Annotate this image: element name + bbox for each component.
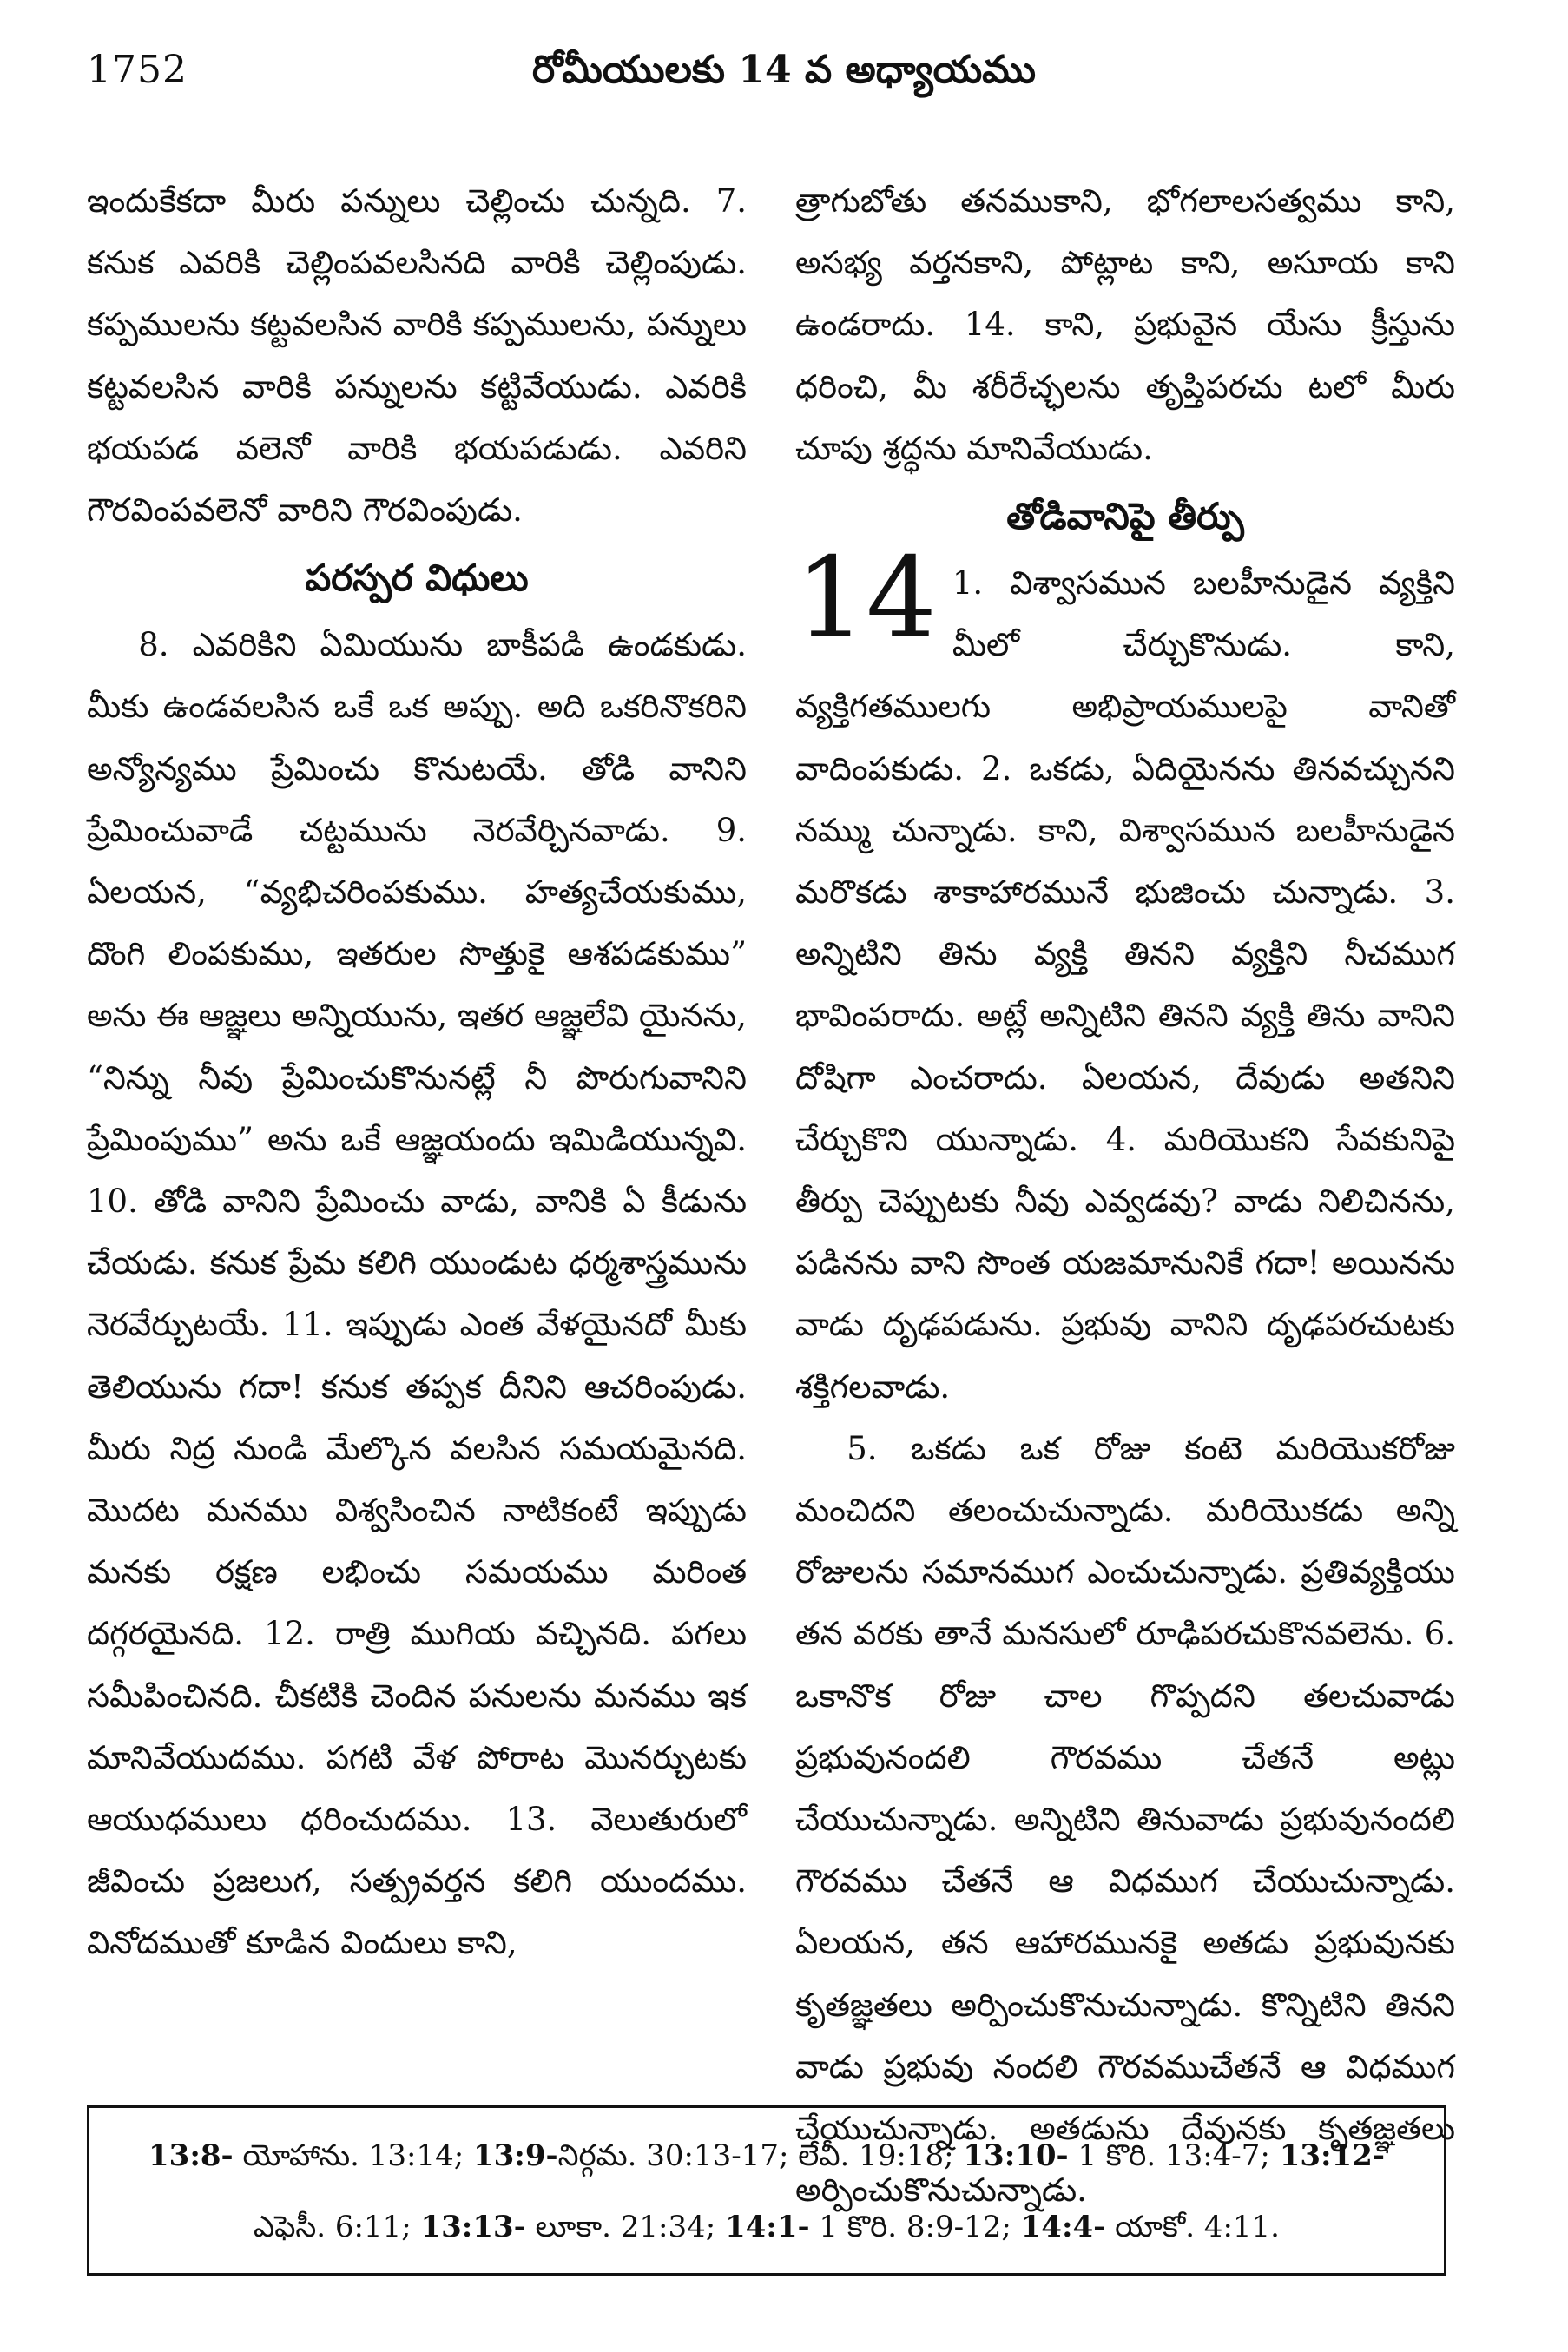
footnote-text: ఎఫెసీ. 6:11; xyxy=(254,2210,421,2244)
footnote-ref: 14:1- xyxy=(724,2210,810,2244)
page-number: 1752 xyxy=(87,48,188,92)
paragraph: త్రాగుబోతు తనముకాని, భోగలాలసత్వము కాని, అసభ్య వర్తనకాని, పోట్లాట కాని, అసూయ కాని ఉండరాదు. 14. కాని, ప్రభువైన యేసు క్రీస్తును ధరించి, మీ శరీరేచ్ఛలను తృప్తిపరచు టలో మీరు చూపు శ్రద్ధను మానివేయుడు. xyxy=(795,182,1455,467)
section-heading: పరస్పర విధులు xyxy=(305,557,529,600)
footnote-text: యాకో. 4:11. xyxy=(1105,2210,1280,2244)
footnote-text: నిర్గమ. 30:13-17; లేవీ. 19:18; xyxy=(557,2138,964,2173)
footnote-text: 1 కొరి. 13:4-7; xyxy=(1068,2138,1280,2173)
paragraph: 5. ఒకడు ఒక రోజు కంటె మరియొకరోజు మంచిదని తలంచుచున్నాడు. మరియొకడు అన్ని రోజులను సమానముగ ఎంచుచున్నాడు. ప్రతివ్యక్తియు తన వరకు తానే మనసులో రూఢిపరచుకొనవలెను. 6. ఒకానొక రోజు చాల గొప్పదని తలచువాడు ప్రభువునందలి గౌరవము చేతనే అట్లు చేయుచున్నాడు. అన్నిటిని తినువాడు ప్రభువునందలి గౌరవము చేతనే ఆ విధముగ చేయుచున్నాడు. ఏలయన, తన ఆహారమునకై అతడు ప్రభువునకు కృతజ్ఞతలు అర్పించుకొనుచున్నాడు. కొన్నిటిని తినని వాడు ప్రభువు నందలి గౌరవముచేతనే ఆ విధముగ చేయుచున్నాడు. అతడును దేవునకు కృతజ్ఞతలు అర్పించుకొనుచున్నాడు. xyxy=(795,1429,1455,2210)
chapter-number: 14 xyxy=(795,534,937,664)
footnote-text: లూకా. 21:34; xyxy=(525,2210,725,2244)
left-column xyxy=(87,170,747,1974)
right-column xyxy=(795,170,1455,2222)
chapter-paragraph xyxy=(795,534,1455,1418)
footnote-ref: 13:12- xyxy=(1279,2138,1385,2173)
paragraph: 8. ఎవరికిని ఏమియును బాకీపడి ఉండకుడు. మీకు ఉండవలసిన ఒకే ఒక అప్పు. అది ఒకరినొకరిని అన్యోన్యము ప్రేమించు కొనుటయే. తోడి వానిని ప్రేమించువాడే చట్టమును నెరవేర్చినవాడు. 9. ఏలయన, “వ్యభిచరింపకుము. హత్యచేయకుము, దొంగి లింపకుము, ఇతరుల సొత్తుకై ఆశపడకుము” అను ఈ ఆజ్ఞలు అన్నియును, ఇతర ఆజ్ఞలేవి యైనను, “నిన్ను నీవు ప్రేమించుకొనునట్లే నీ పొరుగువానిని ప్రేమింపుము” అను ఒకే ఆజ్ఞయందు ఇమిడియున్నవి. 10. తోడి వానిని ప్రేమించు వాడు, వానికి ఏ కీడును చేయడు. కనుక ప్రేమ కలిగి యుండుట ధర్మశాస్త్రమును నెరవేర్చుటయే. 11. ఇప్పుడు ఎంత వేళయైనదో మీకు తెలియును గదా! కనుక తప్పక దీనిని ఆచరింపుడు. మీరు నిద్ర నుండి మేల్కొన వలసిన సమయమైనది. మొదట మనము విశ్వసించిన నాటికంటే ఇప్పుడు మనకు రక్షణ లభించు సమయము మరింత దగ్గరయైనది. 12. రాత్రి ముగియ వచ్చినది. పగలు సమీపించినది. చీకటికి చెందిన పనులను మనము ఇక మానివేయుదము. పగటి వేళ పోరాట మొనర్చుటకు ఆయుధములు ధరించుదము. 13. వెలుతురులో జీవించు ప్రజలుగ, సత్ప్రవర్తన కలిగి యుందము. వినోదముతో కూడిన విందులు కాని, xyxy=(87,626,747,1962)
running-title: రోమీయులకు 14 వ అధ్యాయము xyxy=(532,48,1036,92)
footnote-ref: 14:4- xyxy=(1020,2210,1106,2244)
footnote-text: యోహాను. 13:14; xyxy=(233,2138,473,2173)
footnote-ref: 13:13- xyxy=(420,2210,526,2244)
paragraph: ఇందుకేకదా మీరు పన్నులు చెల్లించు చున్నది. 7. కనుక ఎవరికి చెల్లింపవలసినది వారికి చెల్లింపుడు. కప్పములను కట్టవలసిన వారికి కప్పములను, పన్నులు కట్టవలసిన వారికి పన్నులను కట్టివేయుడు. ఎవరికి భయపడ వలెనో వారికి భయపడుడు. ఎవరిని గౌరవింపవలెనో వారిని గౌరవింపుడు. xyxy=(87,182,747,530)
section-heading: తోడివానిపై తీర్పు xyxy=(1006,495,1244,538)
paragraph-text: 1. విశ్వాసమున బలహీనుడైన వ్యక్తిని మీలో చేర్చుకొనుడు. కాని, వ్యక్తిగతములగు అభిప్రాయములపై వానితో వాదింపకుడు. 2. ఒకడు, ఏదియైనను తినవచ్చునని నమ్ము చున్నాడు. కాని, విశ్వాసమున బలహీనుడైన మరొకడు శాకాహారమునే భుజించు చున్నాడు. 3. అన్నిటిని తిను వ్యక్తి తినని వ్యక్తిని నీచముగ భావింపరాదు. అట్లే అన్నిటిని తినని వ్యక్తి తిను వానిని దోషిగా ఎంచరాదు. ఏలయన, దేవుడు అతనిని చేర్చుకొని యున్నాడు. 4. మరియొకని సేవకునిపై తీర్పు చెప్పుటకు నీవు ఎవ్వడవు? వాడు నిలిచినను, పడినను వాని సొంత యజమానునికే గదా! అయినను వాడు దృఢపడును. ప్రభువు వానిని దృఢపరచుటకు శక్తిగలవాడు. xyxy=(795,564,1455,1406)
footnotes-box xyxy=(87,2105,1446,2276)
footnote-ref: 13:8- xyxy=(148,2138,234,2173)
footnote-ref: 13:10- xyxy=(963,2138,1069,2173)
footnote-ref: 13:9- xyxy=(472,2138,558,2173)
footnote-text: 1 కొరి. 8:9-12; xyxy=(809,2210,1021,2244)
